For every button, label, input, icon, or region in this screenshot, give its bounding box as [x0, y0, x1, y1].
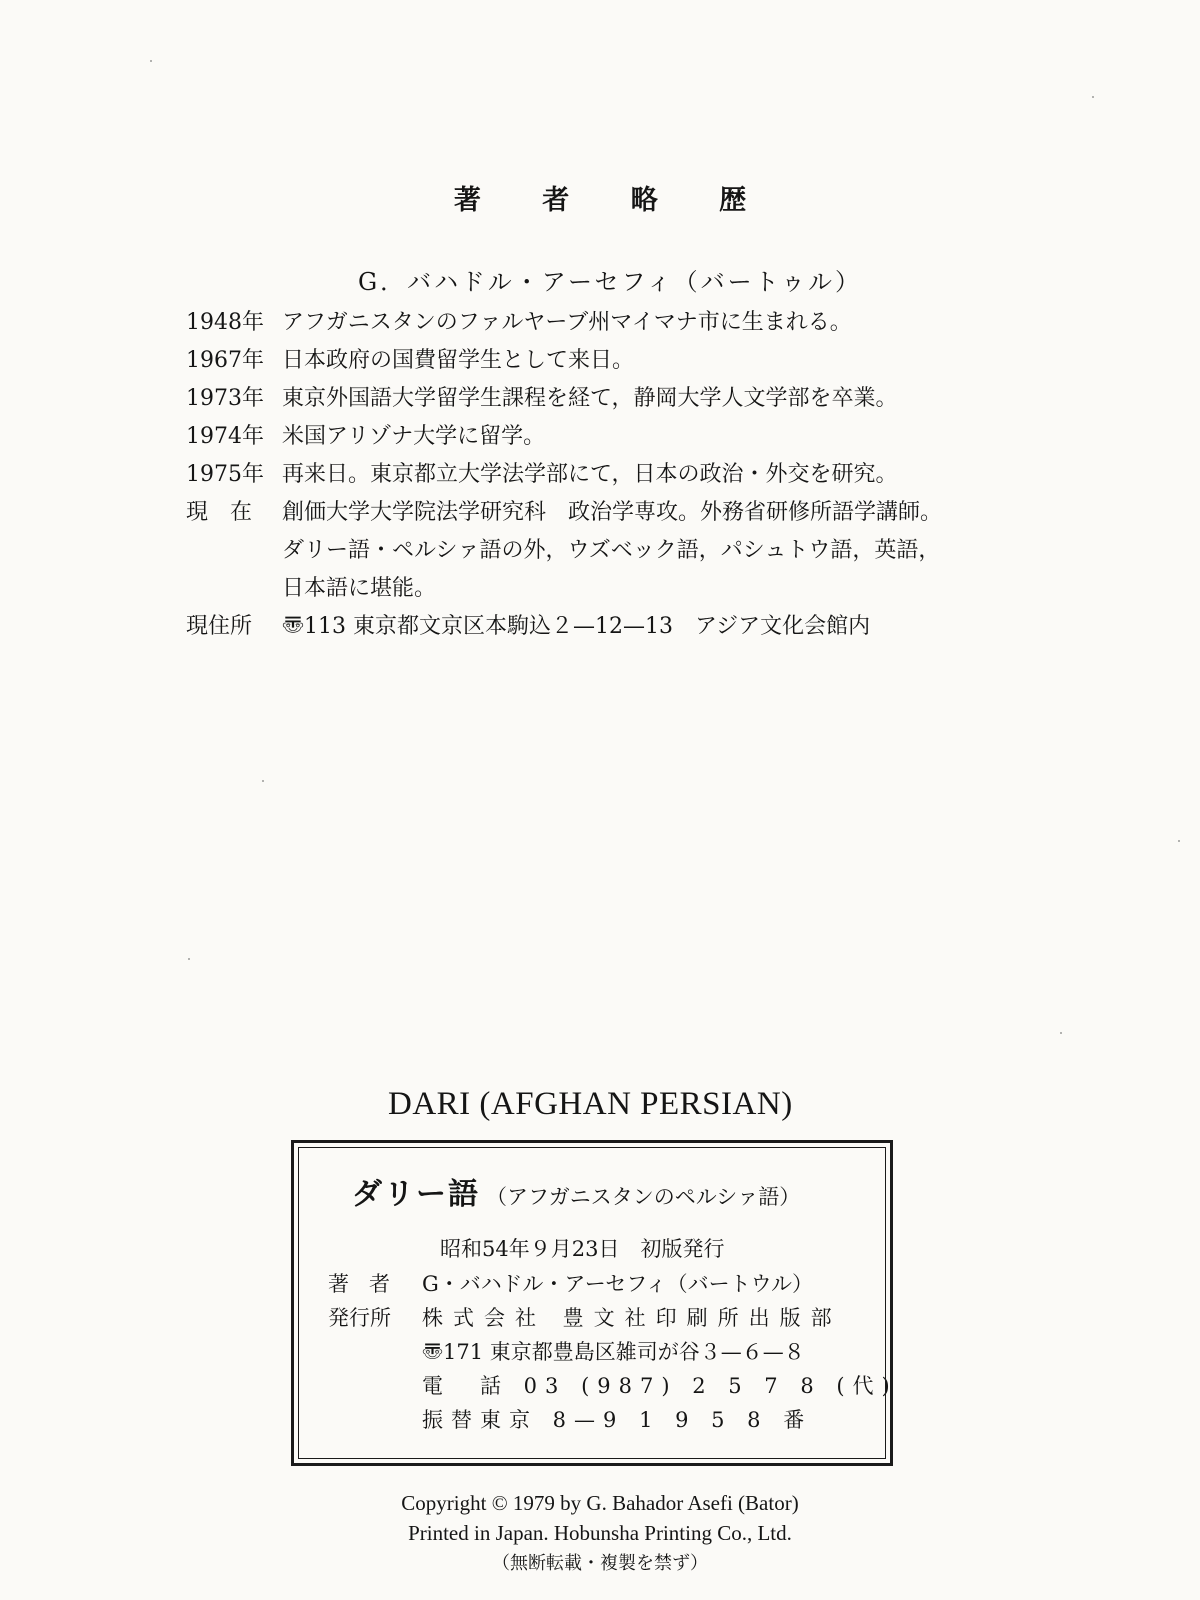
bio-entry-current — [186, 494, 1006, 608]
edition-date: 昭和54年９月23日 初版発行 — [440, 1237, 725, 1261]
copyright-block — [0, 1488, 1200, 1578]
bio-year: 1974年 — [186, 424, 264, 449]
scan-speck — [1060, 1032, 1062, 1034]
publisher-label: 発行所 — [328, 1306, 391, 1330]
bio-text: 〠113 東京都文京区本駒込２—12—13 アジア文化会館内 — [282, 614, 871, 639]
bio-text: アフガニスタンのファルヤーブ州マイマナ市に生まれる。 — [282, 310, 852, 335]
english-title: DARI (AFGHAN PERSIAN) — [388, 1086, 793, 1122]
author-value: G・バハドル・アーセフィ（バートウル） — [422, 1272, 813, 1296]
bio-year: 1973年 — [186, 386, 264, 411]
bio-text: 米国アリゾナ大学に留学。 — [282, 424, 546, 449]
bio-entry-1974 — [186, 418, 1006, 456]
bio-text: 再来日。東京都立大学法学部にて，日本の政治・外交を研究。 — [282, 462, 898, 487]
scan-speck — [150, 60, 152, 62]
bio-label-current: 現在 — [186, 500, 275, 525]
book-subtitle: （アフガニスタンのペルシァ語） — [486, 1185, 801, 1209]
author-name: G．バハドル・アーセフィ（バートゥル） — [358, 268, 862, 296]
bio-entry-1948 — [186, 304, 1006, 342]
bio-entry-address — [186, 608, 1006, 646]
bio-year: 1948年 — [186, 310, 264, 335]
publisher-transfer: 振替東京 8—9 1 9 5 8 番 — [422, 1408, 813, 1432]
author-label: 著者 — [328, 1272, 410, 1296]
scan-speck — [262, 780, 264, 782]
publisher-name: 株式会社 豊文社印刷所出版部 — [422, 1306, 842, 1330]
book-title — [352, 1169, 800, 1213]
bio-text: 東京外国語大学留学生課程を経て，静岡大学人文学部を卒業。 — [282, 386, 898, 411]
bio-entry-1967 — [186, 342, 1006, 380]
bio-text: 創価大学大学院法学研究科 政治学専攻。外務省研修所語学講師。 — [282, 500, 943, 525]
rights-notice: （無断転載・複製を禁ず） — [492, 1553, 708, 1573]
bio-text: 日本語に堪能。 — [282, 576, 437, 601]
book-title-main: ダリー語 — [352, 1177, 480, 1212]
publisher-row — [328, 1301, 848, 1335]
scan-speck — [1092, 96, 1094, 98]
biography-heading: 著 者 略 歴 — [453, 185, 773, 216]
colophon-details — [328, 1267, 898, 1437]
scan-speck — [1178, 840, 1180, 842]
colophon-box — [291, 1140, 898, 1466]
printed-line: Printed in Japan. Hobunsha Printing Co., Ltd. — [408, 1521, 792, 1545]
bio-year: 1967年 — [186, 348, 264, 373]
author-row — [328, 1267, 848, 1301]
bio-year: 1975年 — [186, 462, 264, 487]
bio-text: 日本政府の国費留学生として来日。 — [282, 348, 635, 373]
copyright-line: Copyright © 1979 by G. Bahador Asefi (Bator) — [401, 1491, 799, 1515]
scan-speck — [188, 958, 190, 960]
bio-text: ダリー語・ペルシァ語の外，ウズベック語，パシュトウ語，英語， — [282, 538, 941, 563]
bio-entry-1973 — [186, 380, 1006, 418]
publisher-address: 〠171 東京都豊島区雑司が谷３—６—８ — [422, 1340, 805, 1364]
biography-list — [186, 304, 1006, 646]
bio-label-address: 現住所 — [186, 614, 253, 639]
bio-entry-1975 — [186, 456, 1006, 494]
publisher-phone: 電 話 03 (987) 2 5 7 8 (代) — [422, 1374, 898, 1398]
